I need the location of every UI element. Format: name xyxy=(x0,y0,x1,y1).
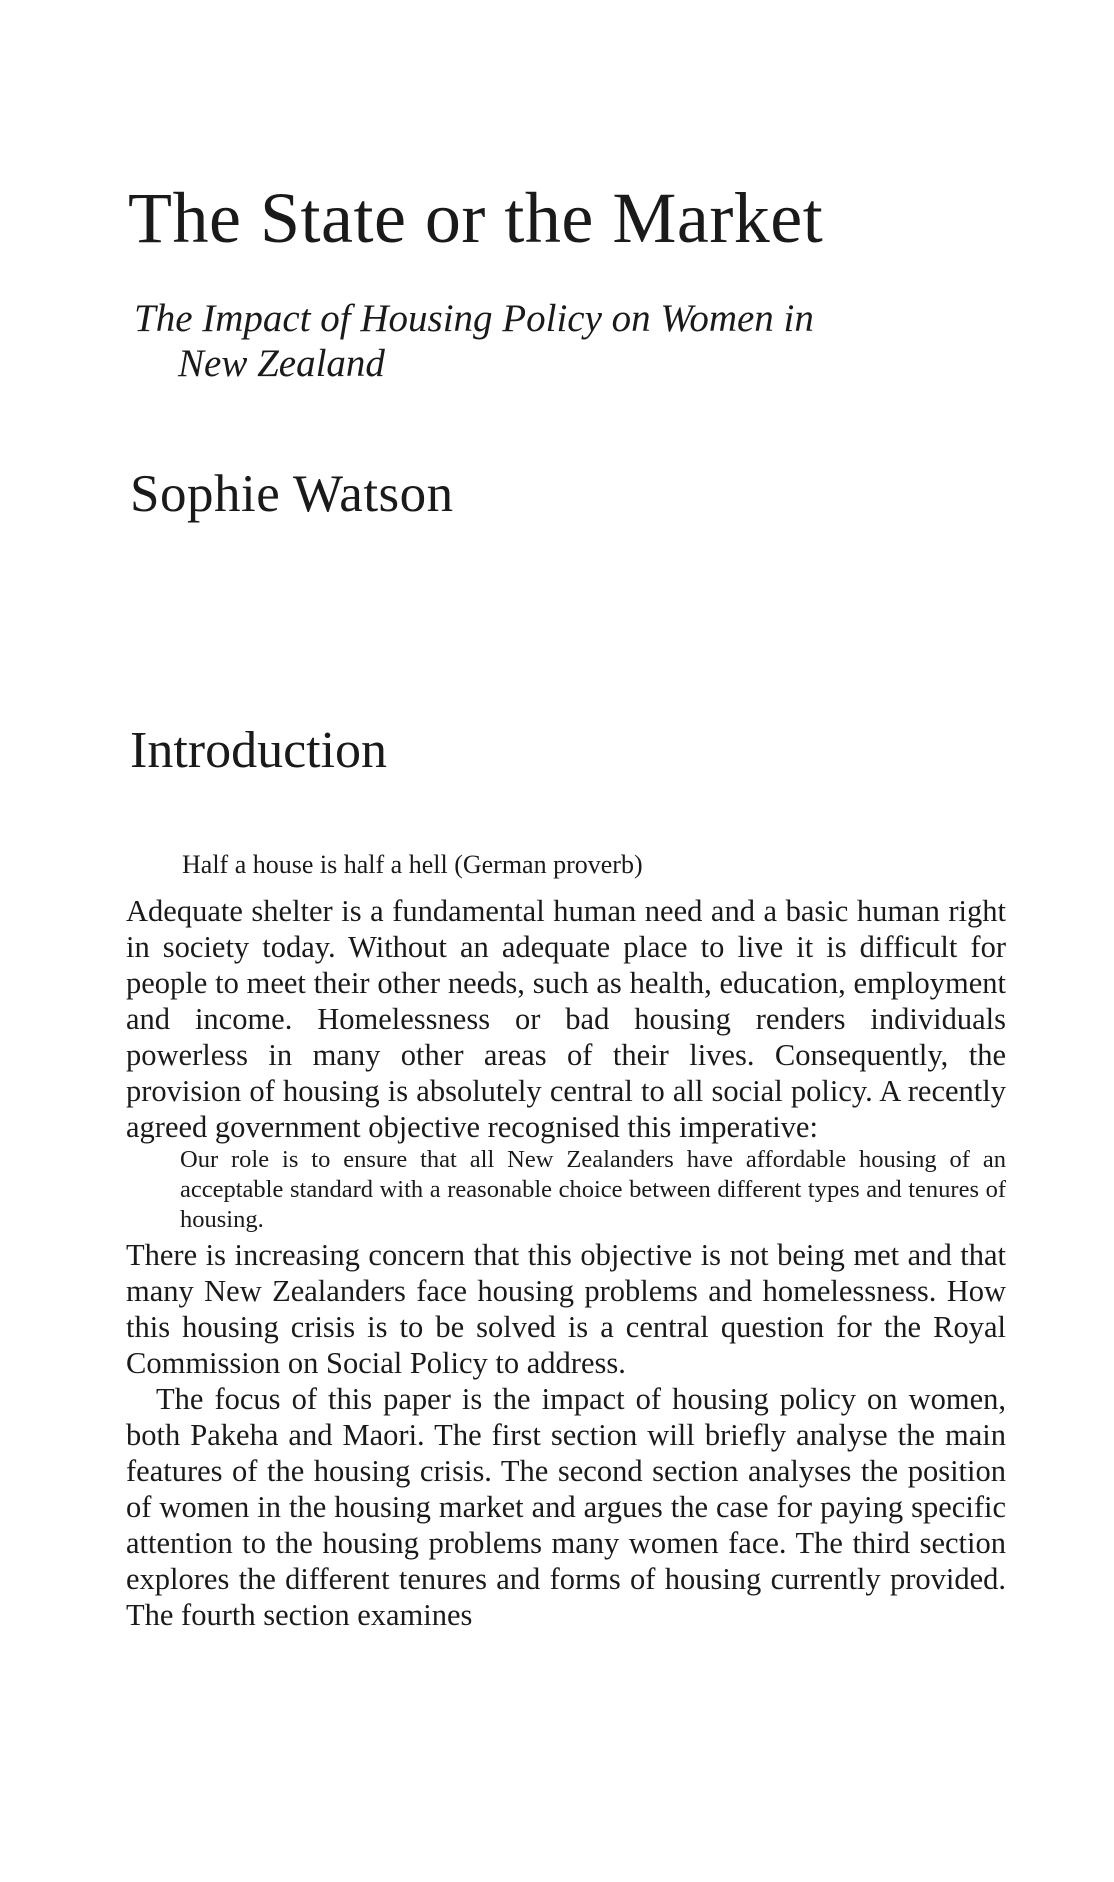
subtitle-line-1: The Impact of Housing Policy on Women in xyxy=(134,297,814,340)
block-quote: Our role is to ensure that all New Zealanders have affordable housing of an acceptable standard with a reasonable choice between different types and tenures of housing. xyxy=(180,1146,1006,1233)
document-title: The State or the Market xyxy=(128,178,824,258)
section-heading: Introduction xyxy=(130,722,388,779)
paragraph-1: Adequate shelter is a fundamental human need and a basic human right in society today. Without an adequate place to live it is difficult for people to meet their other needs, such as health, education, employment and income. Homelessness or bad housing renders individuals powerless in many other areas of their lives. Consequently, the provision of housing is absolutely central to all social policy. A recently agreed government objective recognised this imperative: xyxy=(126,894,1006,1144)
author-name: Sophie Watson xyxy=(130,465,454,523)
subtitle-line-2: New Zealand xyxy=(178,342,385,385)
epigraph: Half a house is half a hell (German proverb) xyxy=(182,850,643,879)
body-text xyxy=(126,893,1006,1633)
document-subtitle xyxy=(134,296,994,386)
paragraph-2: There is increasing concern that this objective is not being met and that many New Zealanders face housing problems and homelessness. How this housing crisis is to be solved is a central question for the Royal Commission on Social Policy to address. xyxy=(126,1238,1006,1380)
paragraph-3: The focus of this paper is the impact of housing policy on women, both Pakeha and Maori. The first section will briefly analyse the main features of the housing crisis. The second section analyses the position of women in the housing market and argues the case for paying specific attention to the housing problems many women face. The third section explores the different tenures and forms of housing currently provided. The fourth section examines xyxy=(126,1382,1006,1632)
